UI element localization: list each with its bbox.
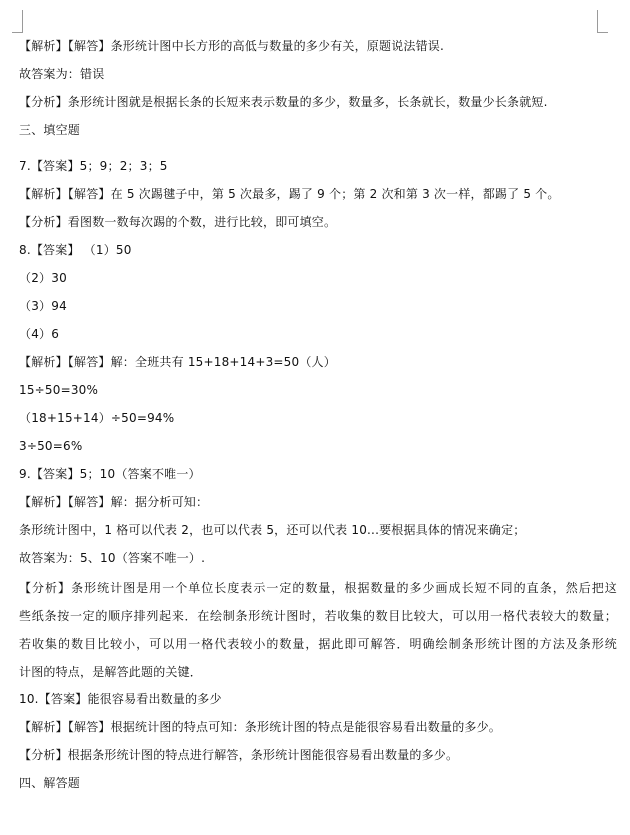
text-line: 【解析】【解答】条形统计图中长方形的高低与数量的多少有关，原题说法错误.	[19, 39, 445, 53]
answer-line: 8.【答案】 （1）50	[19, 243, 132, 257]
text-line: 故答案为：5、10（答案不唯一）.	[19, 551, 206, 565]
text-line: 【分析】看图数一数每次踢的个数，进行比较，即可填空。	[19, 215, 337, 229]
answer-line: 7.【答案】5；9；2；3；5	[19, 159, 168, 173]
text-line: 【解析】【解答】解：全班共有 15+18+14+3=50（人）	[19, 355, 336, 369]
text-line: 些纸条按一定的顺序排列起来．在绘制条形统计图时，若收集的数目比较大，可以用一格代表较大的数量；	[19, 609, 617, 623]
text-line: 【分析】条形统计图就是根据长条的长短来表示数量的多少，数量多，长条就长，数量少长条就短.	[19, 95, 548, 109]
formula-line: 15÷50=30%	[19, 383, 99, 397]
text-line: 【解析】【解答】解：据分析可知：	[19, 495, 209, 509]
text-line: （3）94	[19, 299, 67, 313]
text-line: 条形统计图中，1 格可以代表 2，也可以代表 5，还可以代表 10...要根据具体的情况来确定；	[19, 523, 526, 537]
section-heading: 四、解答题	[19, 776, 81, 790]
text-line: 若收集的数目比较小，可以用一格代表较小的数量，据此即可解答．明确绘制条形统计图的方法及条形统	[19, 637, 617, 651]
text-line: 【分析】条形统计图是用一个单位长度表示一定的数量，根据数量的多少画成长短不同的直条，然后把这	[19, 581, 617, 595]
section-heading: 三、填空题	[19, 123, 81, 137]
text-line: 【解析】【解答】在 5 次踢毽子中，第 5 次最多，踢了 9 个；第 2 次和第 3 次一样，都踢了 5 个。	[19, 187, 560, 201]
text-line: （2）30	[19, 271, 67, 285]
formula-line: （18+15+14）÷50=94%	[19, 411, 175, 425]
text-line: 【解析】【解答】根据统计图的特点可知：条形统计图的特点是能很容易看出数量的多少。	[19, 720, 502, 734]
answer-line: 9.【答案】5；10（答案不唯一）	[19, 467, 201, 481]
page-corner-mark-left	[12, 10, 23, 33]
text-line: 故答案为：错误	[19, 67, 105, 81]
answer-line: 10.【答案】能很容易看出数量的多少	[19, 692, 222, 706]
text-line: 计图的特点，是解答此题的关键．	[19, 665, 203, 679]
page-corner-mark-right	[597, 10, 608, 33]
text-line: （4）6	[19, 327, 60, 341]
text-line: 【分析】根据条形统计图的特点进行解答，条形统计图能很容易看出数量的多少。	[19, 748, 459, 762]
formula-line: 3÷50=6%	[19, 439, 83, 453]
